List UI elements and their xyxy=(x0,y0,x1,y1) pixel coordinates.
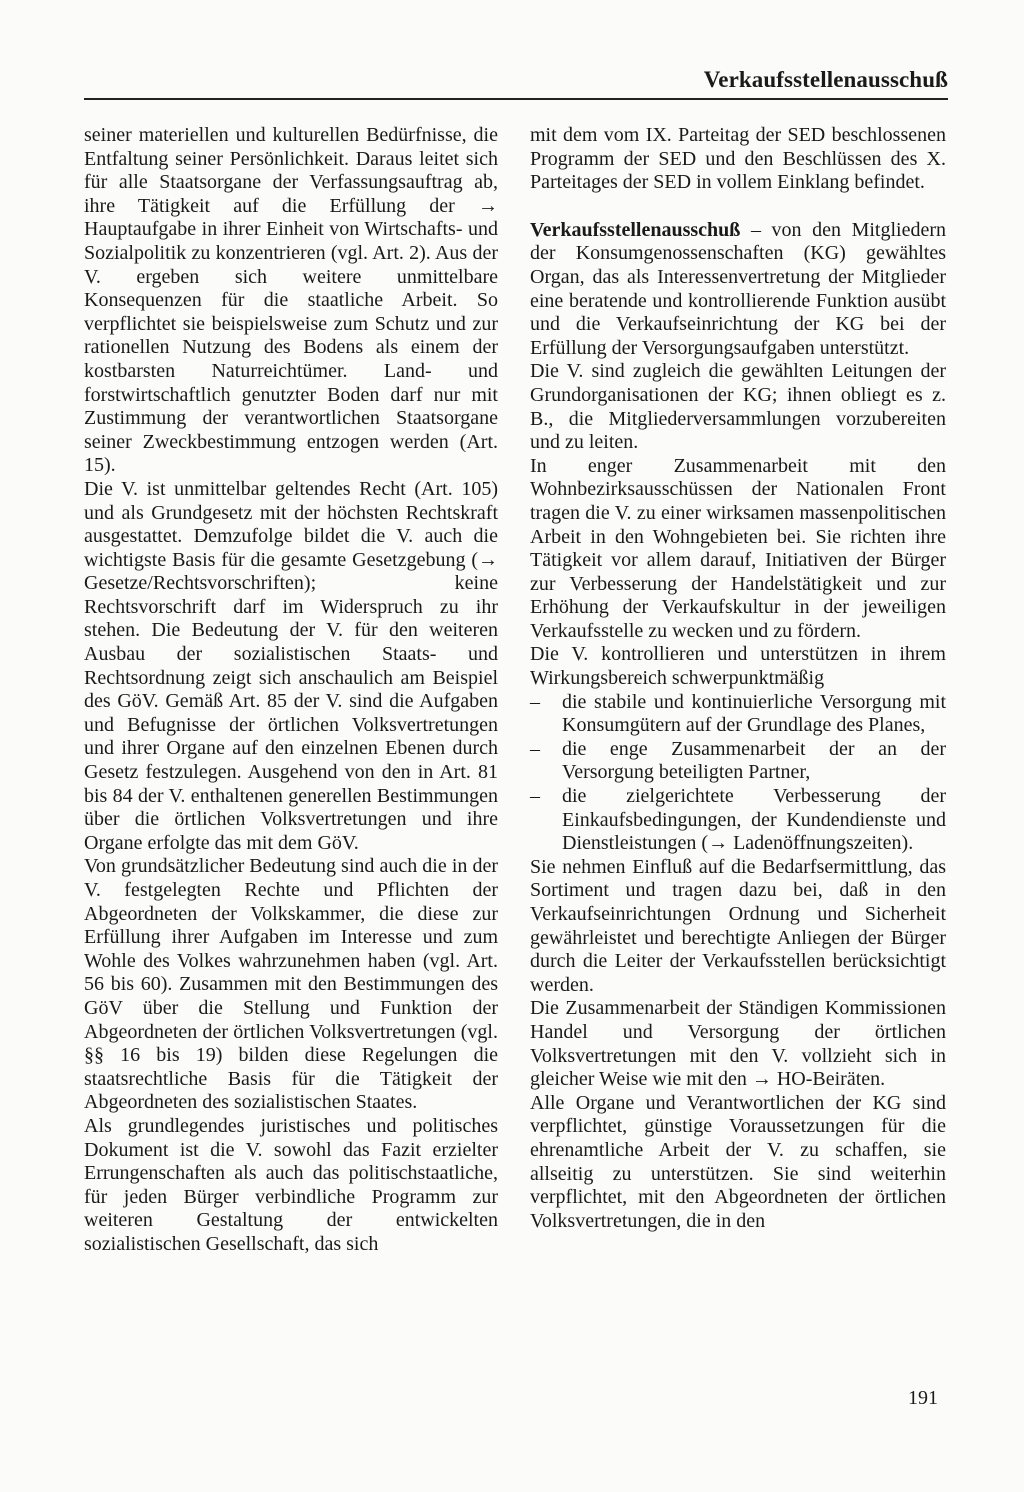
left-paragraph-2: Die V. ist unmittelbar geltendes Recht (Art. 105) und als Grundgesetz mit der höchsten Rechtskraft ausgestattet. Demzufolge bildet die V. auch die wichtigste Basis für die gesamte Gesetzgebung (→ Gesetze/Rechtsvorschriften); keine Rechtsvorschrift darf im Widerspruch zu ihr stehen. Die Bedeutung der V. für den weiteren Ausbau der sozialistischen Staats- und Rechtsordnung zeigt sich anschaulich am Beispiel des GöV. Gemäß Art. 85 der V. sind die Aufgaben und Befugnisse der örtlichen Volksvertretungen und ihrer Organe auf den einzelnen Ebenen durch Gesetz festzulegen. Ausgehend von den in Art. 81 bis 84 der V. enthaltenen generellen Bestimmungen über die örtlichen Volksvertretungen und ihre Organe erfolgte das mit dem GöV. xyxy=(84,477,498,854)
entry-paragraph xyxy=(530,219,946,361)
right-paragraph-4: Sie nehmen Einfluß auf die Bedarfsermittlung, das Sortiment und tragen dazu bei, daß in den Verkaufseinrichtungen Ordnung und Sicherheit gewährleistet und berechtigte Anliegen der Bürger durch die Leiter der Verkaufsstellen berücksichtigt werden. xyxy=(530,855,946,996)
page-number: 191 xyxy=(908,1387,938,1409)
duty-list xyxy=(530,691,946,856)
right-paragraph-6: Alle Organe und Verantwortlichen der KG sind verpflichtet, günstige Voraussetzungen für die ehrenamtliche Arbeit der V. zu schaffen, sie allseitig zu unterstützen. Sie sind weiterhin verpflichtet, mit den Abgeordneten der örtlichen Volksvertretungen, die in den xyxy=(530,1091,946,1232)
right-column xyxy=(530,124,946,1233)
entry-spacer xyxy=(530,195,946,219)
list-item-text: die zielgerichtete Verbesserung der Einkaufsbedingungen, der Kundendienste und Dienstleistungen (→ Ladenöffnungszeiten). xyxy=(562,785,946,855)
left-paragraph-3: Von grundsätzlicher Bedeutung sind auch die in der V. festgelegten Rechte und Pflichten der Abgeordneten der Volkskammer, die diese zur Erfüllung ihrer Aufgaben im Interesse und zum Wohle des Volkes wahrzunehmen haben (vgl. Art. 56 bis 60). Zusammen mit den Bestimmungen des GöV über die Stellung und Funktion der Abgeordneten der örtlichen Volksvertretungen (vgl. §§ 16 bis 19) bilden diese Regelungen die staatsrechtliche Basis für die Tätigkeit der Abgeordneten des sozialistischen Staates. xyxy=(84,855,498,1114)
right-paragraph-1: Die V. sind zugleich die gewählten Leitungen der Grundorganisationen der KG; ihnen obliegt es z. B., die Mitgliederversammlungen vorzubereiten und zu leiten. xyxy=(530,360,946,454)
left-column xyxy=(84,124,498,1257)
list-item xyxy=(530,738,946,785)
running-header xyxy=(84,66,948,102)
header-title: Verkaufsstellenausschuß xyxy=(703,67,948,92)
header-rule xyxy=(84,98,948,100)
left-paragraph-4: Als grundlegendes juristisches und politisches Dokument ist die V. sowohl das Fazit erzielter Errungenschaften als auch das politischstaatliche, für jeden Bürger verbindliche Programm zur weiteren Gestaltung der entwickelten sozialistischen Gesellschaft, das sich xyxy=(84,1114,498,1255)
dash-marker: – xyxy=(530,785,540,808)
left-paragraph-1: seiner materiellen und kulturellen Bedürfnisse, die Entfaltung seiner Persönlichkeit. Daraus leitet sich für alle Staatsorgane der Verfassungsauftrag ab, ihre Tätigkeit auf die Erfüllung der → Hauptaufgabe in ihrer Einheit von Wirtschafts- und Sozialpolitik zu konzentrieren (vgl. Art. 2). Aus der V. ergeben sich weitere unmittelbare Konsequenzen für die staatliche Arbeit. So verpflichtet sie beispielsweise zum Schutz und zur rationellen Nutzung des Bodens als einem der kostbarsten Naturreichtümer. Land- und forstwirtschaftlich genutzter Boden darf nur mit Zustimmung der verantwortlichen Staatsorgane seiner Zweckbestimmung entzogen werden (Art. 15). xyxy=(84,124,498,477)
list-item xyxy=(530,691,946,738)
list-item xyxy=(530,785,946,856)
dash-marker: – xyxy=(530,737,540,760)
continuation-paragraph: mit dem vom IX. Parteitag der SED beschlossenen Programm der SED und den Beschlüssen des X. Parteitages der SED in vollem Einklang befindet. xyxy=(530,124,946,194)
entry-term: Verkaufsstellenausschuß xyxy=(530,218,741,241)
entry-definition: – von den Mitgliedern der Konsumgenossenschaften (KG) gewähltes Organ, das als Interessenvertretung der Mitglieder eine beratende und kontrollierende Funktion ausübt und die Verkaufseinrichtung der KG bei der Erfüllung der Versorgungsaufgaben unterstützt. xyxy=(530,218,946,359)
right-paragraph-5: Die Zusammenarbeit der Ständigen Kommissionen Handel und Versorgung der örtlichen Volksvertretungen mit den V. vollzieht sich in gleicher Weise wie mit den → HO-Beiräten. xyxy=(530,997,946,1091)
dash-marker: – xyxy=(530,690,540,713)
list-item-text: die stabile und kontinuierliche Versorgung mit Konsumgütern auf der Grundlage des Planes, xyxy=(562,690,946,737)
right-paragraph-3: Die V. kontrollieren und unterstützen in ihrem Wirkungsbereich schwerpunktmäßig xyxy=(530,643,946,690)
right-paragraph-2: In enger Zusammenarbeit mit den Wohnbezirksausschüssen der Nationalen Front tragen die V. zu einer wirksamen massenpolitischen Arbeit in den Wohngebieten bei. Sie richten ihre Tätigkeit vor allem darauf, Initiativen der Bürger zur Verbesserung der Handelstätigkeit und zur Erhöhung der Verkaufskultur in der jeweiligen Verkaufsstelle zu wecken und zu fördern. xyxy=(530,454,946,642)
list-item-text: die enge Zusammenarbeit der an der Versorgung beteiligten Partner, xyxy=(562,737,946,784)
